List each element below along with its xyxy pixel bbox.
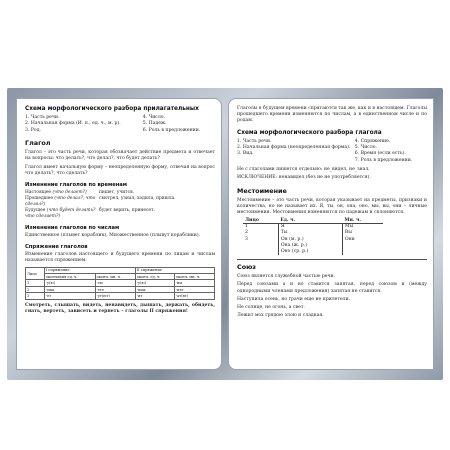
union-rule: Перед союзами а и но ставится запятая, перед союзом и (между однородными членами предложения) запятая не ставится.	[237, 282, 427, 294]
conj-cell: -ете	[95, 286, 135, 292]
pron-cell: Они	[342, 237, 383, 243]
conjugation-exceptions: Смотреть, слышать, видеть, ненавидеть, дышать, держать, обидеть, гнать, вертеть, зависеть и терпеть – глаголы II спряжения!	[25, 302, 215, 314]
tense-row	[25, 208, 215, 220]
tense-row	[25, 196, 215, 208]
pron-cell: Он (м. р.)	[278, 237, 342, 243]
pronoun-title: Местоимение	[237, 186, 287, 195]
pronoun-definition: Местоимение – это часть речи, которая указывает на предметы, признаки и количества, но не называет их. Я, ты, он, она, оно, мы, вы, они – личные местоимения. Местоимения изменяются по падежам и склоняются.	[237, 197, 427, 216]
pron-header: Мн. ч.	[342, 218, 383, 224]
divider	[237, 259, 427, 260]
pron-cell: Мы	[342, 224, 383, 231]
verb-definition: Глагол – это часть речи, которая обозначает действие предмета и отвечает на вопросы: что делать?, что делал?, что будет делать?	[25, 150, 215, 162]
tense-question: (что делает?)	[52, 190, 87, 196]
pron-cell: 2	[245, 230, 248, 236]
union-example: Наступила осень, но грачи еще не прилетели.	[237, 296, 351, 302]
conj-subheader: оконч. мн. ч.	[174, 274, 214, 280]
conj-cell: -ешь	[44, 286, 95, 292]
conj-subheader: оконч. ед. ч.	[135, 274, 174, 280]
conj-subheader: оконч. мн. ч.	[95, 274, 135, 280]
conj-header-first: I спряжение	[44, 267, 135, 273]
table-row	[243, 249, 383, 255]
conjugation-table	[25, 267, 215, 300]
conj-cell: 2	[26, 286, 45, 292]
union-title: Союз	[237, 263, 257, 272]
adj-schema-item: 4. Число.	[142, 115, 165, 120]
right-page	[228, 98, 434, 370]
conj-cell: -у(ю)	[44, 280, 95, 286]
conj-cell: -ем	[95, 280, 135, 286]
conj-cell: -им	[174, 280, 214, 286]
conj-cell: -ишь	[135, 286, 174, 292]
conj-cell: -ат(ят)	[174, 293, 214, 299]
pron-cell: 3	[245, 236, 248, 242]
pron-cell	[243, 249, 278, 255]
pron-cell: Я	[278, 224, 342, 231]
ne-exception: ИСКЛЮЧЕНИЕ: ненавидел (без не не употребляется).	[237, 175, 371, 181]
tense-example: пишет, учится.	[99, 190, 135, 196]
pron-cell: 1	[245, 224, 248, 230]
adj-schema-item: 3. Род.	[25, 127, 41, 133]
number-title: Изменение глаголов по числам	[25, 225, 120, 232]
pron-header: Ед. ч.	[278, 218, 342, 224]
union-example: Лежит мох грядою злою и сладкая.	[237, 313, 324, 319]
tense-label: Настоящее	[25, 190, 52, 196]
pron-cell	[342, 249, 383, 255]
verb-title: Глагол	[25, 139, 51, 148]
adj-schema-item: 1. Часть речи.	[25, 115, 60, 120]
conj-cell: 1	[26, 280, 45, 286]
pron-cell: Ты	[278, 230, 342, 236]
tense-question: (что делал?, что сделал?)	[25, 196, 96, 208]
verb-schema-title: Схема морфологического разбора глагола	[237, 129, 382, 136]
pron-cell: Оно (ср. р.)	[278, 249, 342, 255]
conj-subheader: окончания ед. ч.	[44, 274, 95, 280]
tense-label: Будущее	[25, 208, 46, 214]
tense-title: Изменение глаголов по временам	[25, 182, 128, 189]
left-page	[16, 98, 222, 370]
verb-schema-item: 4. Спряжение.	[354, 138, 391, 144]
conjugation-text: Изменение глаголов настоящего и будущего времени по лицам и числам называется спряжением.	[25, 252, 215, 264]
verb-schema-item: 2. Начальная форма (неопределенная форма).	[237, 145, 351, 151]
table-row	[243, 224, 383, 231]
conj-cell: 3	[26, 293, 45, 299]
union-definition: Союз является служебной частью речи.	[237, 274, 336, 280]
conj-cell: -ите	[174, 286, 214, 292]
number-text: Единственное (плывет кораблик), Множественное (плывут кораблики).	[25, 233, 201, 239]
adj-schema-item: 2. Начальная форма (И. п., ед. ч., м. р).	[25, 121, 121, 127]
conj-header-face: Лицо	[26, 267, 45, 280]
conj-cell: -ет	[44, 293, 95, 299]
pron-header: Лицо	[243, 218, 278, 224]
adj-schema-title: Схема морфологического разбора прилагательных	[25, 106, 199, 112]
verb-schema-item: 7. Роль в предложении.	[354, 157, 413, 163]
tense-example: будет верить, принесет.	[99, 208, 155, 214]
conj-header-second: II спряжение	[135, 267, 214, 273]
conj-cell: -ут(ют)	[95, 293, 135, 299]
pron-cell: Вы	[342, 230, 383, 236]
ne-rule: Не с глаголами пишется отдельно: не_видел, не_знал.	[237, 167, 370, 173]
union-example: Не солнце, не огонь, а свет.	[237, 305, 305, 311]
pron-cell: Она (ж. р.)	[278, 243, 342, 249]
verb-schema-item: 5. Число.	[354, 145, 377, 151]
verb-schema-item: 3. Вид.	[237, 151, 254, 157]
adj-schema-item: 6. Роль в предложении.	[142, 127, 201, 133]
tense-label: Прошедшее	[25, 196, 53, 202]
verb-schema-item: 1. Часть речи.	[237, 138, 272, 144]
adj-schema	[25, 115, 215, 134]
verb-initial-form: Глагол имеет начальную форму – неопределенную форму, отвечая на вопрос что делать?, что сделать?	[25, 164, 215, 176]
verb-schema	[237, 139, 427, 165]
tense-example: смотрел, узнал, ходила, пришла.	[99, 196, 176, 202]
verb-schema-item: 6. Время (если есть).	[354, 151, 406, 157]
pronoun-table	[243, 218, 383, 255]
future-tense-intro: Глаголы в будущем времени спрягаются так же, как и в настоящем. Глаголы прошедшего времени изменяются по числам, а в единственном числе и по родам.	[237, 106, 427, 124]
conj-cell: -у(ю)	[135, 280, 174, 286]
conjugation-title: Спряжение глаголов	[25, 244, 88, 251]
table-row	[26, 293, 215, 299]
adj-schema-item: 5. Падеж.	[142, 121, 167, 127]
tense-question: (что будет делать? что сделает?)	[25, 208, 96, 220]
conj-cell: -ит	[135, 293, 174, 299]
